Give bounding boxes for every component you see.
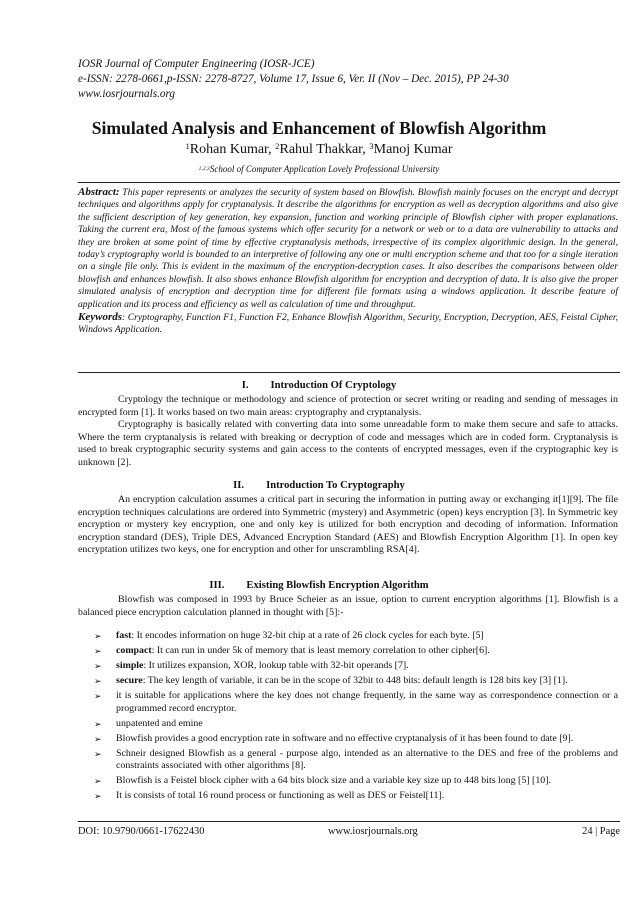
author-list: [0, 142, 638, 158]
affiliation-text: School of Computer Application Lovely Professional University: [209, 164, 440, 174]
journal-issn-volume: e-ISSN: 2278-0661,p-ISSN: 2278-8727, Volume 17, Issue 6, Ver. II (Nov – Dec. 2015), PP 24-30: [78, 73, 509, 85]
section-1-paragraph-1: Cryptology the technique or methodology and science of protection or secret writing or reading and sending of messages in encrypted form [1]. It works based on two main areas: cryptography and cryptanalysis.: [78, 394, 618, 418]
section-2-title: Introduction To Cryptography: [266, 480, 405, 491]
affiliation-superscript: 1,2,3: [198, 165, 210, 172]
list-item-text: : It encodes information on huge 32-bit chip at a rate of 26 clock cycles for each byte. [5]: [131, 630, 484, 641]
abstract-block: [78, 186, 618, 337]
author-2-name: Rahul Thakkar,: [279, 142, 370, 157]
list-item: [94, 718, 618, 731]
section-1-title: Introduction Of Cryptology: [270, 380, 397, 391]
footer-page-number: 24 | Page: [582, 826, 620, 837]
list-item: [94, 775, 618, 788]
blowfish-features-list: [94, 630, 618, 805]
footer-website: www.iosrjournals.org: [328, 826, 418, 837]
list-item-text: : It utilizes expansion, XOR, lookup table with 32-bit operands [7].: [143, 660, 409, 671]
paper-title: Simulated Analysis and Enhancement of Blowfish Algorithm: [91, 118, 547, 138]
list-item: [94, 690, 618, 715]
section-2-paragraph-1: An encryption calculation assumes a critical part in securing the information in putting away or exchanging it[1][9]. The file encryption techniques calculations are ordered into Symmetric (mystery) and Asymmetric (open) keys encryption [3]. In Symmetric key encryption or mystery key encryption, one and only key is utilized for both encryption and decoding of information. Information encryption standard (DES), Triple DES, Advanced Encryption Standard (AES) and Blowfish Encryption Algorithm [1]. In open key encryptation utilizes two keys, one for encryption and other for unscrambling RSA[4].: [78, 494, 618, 555]
list-item-term: compact: [116, 645, 152, 656]
section-3-title: Existing Blowfish Encryption Algorithm: [246, 580, 429, 591]
arrow-bullet-icon: ➢: [94, 748, 102, 759]
author-2-superscript: 2: [275, 141, 280, 152]
author-1-superscript: 1: [185, 141, 190, 152]
abstract-top-rule: [78, 182, 620, 183]
section-3-heading: [0, 580, 638, 591]
list-item-term: secure: [116, 675, 143, 686]
arrow-bullet-icon: ➢: [94, 646, 102, 656]
section-2-number: II.: [233, 480, 245, 491]
list-item-text: : The key length of variable, it can be in the scope of 32bit to 448 bits: default length is 128 bits key [3] [1].: [142, 675, 568, 686]
arrow-bullet-icon: ➢: [94, 718, 102, 729]
keywords-text: : Cryptography, Function F1, Function F2, Enhance Blowfish Algorithm, Security, Encryption, Decryption, AES, Feistal Cipher, Windows Application.: [78, 312, 618, 336]
list-item-term: simple: [116, 660, 144, 671]
footer-doi: DOI: 10.9790/0661-17622430: [78, 826, 205, 837]
list-item-text: Blowfish is a Feistel block cipher with a 64 bits block size and a variable key size up to 448 bits long [5] [10].: [116, 775, 551, 786]
section-1-paragraph-2: Cryptography is basically related with converting data into some unreadable form to make them secure and safe to attacks. Where the term cryptanalysis is related with breaking or decryption of code and messages which are in coded form. Cryptanalysis is used to break cryptographic security systems and gain access to the contents of encrypted messages, even if the cryptographic key is unknown [2].: [78, 419, 618, 468]
list-item-text: Schneir designed Blowfish as a general - purpose algo, intended as an alternative to the DES and free of the problems and constraints associated with other algorithms [8].: [116, 747, 618, 771]
arrow-bullet-icon: ➢: [94, 661, 102, 671]
journal-website: www.iosrjournals.org: [78, 88, 175, 100]
author-3-superscript: 3: [369, 141, 374, 152]
journal-header: [78, 57, 509, 102]
list-item: [94, 675, 618, 688]
list-item: [94, 660, 618, 673]
abstract-bottom-rule: [78, 372, 620, 373]
section-1-heading: [0, 380, 638, 391]
arrow-bullet-icon: ➢: [94, 733, 102, 744]
section-3-paragraph-1: Blowfish was composed in 1993 by Bruce Scheier as an issue, option to current encryption algorithms [1]. Blowfish is a balanced piece encryption calculation planned in thought with [5]:-: [78, 594, 618, 618]
arrow-bullet-icon: ➢: [94, 691, 102, 701]
list-item: [94, 733, 618, 746]
footer-rule: [78, 821, 620, 822]
arrow-bullet-icon: ➢: [94, 791, 102, 801]
list-item-term: fast: [116, 630, 132, 641]
list-item-text: It is consists of total 16 round process or functioning as well as DES or Feistel[11].: [116, 790, 445, 801]
section-3-number: III.: [209, 580, 225, 591]
arrow-bullet-icon: ➢: [94, 676, 102, 686]
list-item-text: unpatented and emine: [116, 717, 203, 729]
author-1-name: Rohan Kumar,: [189, 142, 276, 157]
list-item: [94, 790, 618, 803]
arrow-bullet-icon: ➢: [94, 631, 102, 641]
list-item: [94, 645, 618, 658]
list-item: [94, 748, 618, 773]
author-3-name: Manoj Kumar: [373, 142, 453, 157]
arrow-bullet-icon: ➢: [94, 776, 102, 786]
section-1-number: I.: [241, 380, 249, 391]
affiliation: [0, 164, 638, 174]
abstract-text: This paper represents or analyzes the security of system based on Blowfish. Blowfish mainly focuses on the encrypt and decrypt techniques and algorithms apply for cryptanalysis. It describe the algorithms for encryption as well as decryption algorithms and also give the sufficient description of key generation, key expansion, function and working principle of Blowfish cipher with proper explanations. Taking the current era, Most of the famous systems which offer security for a network or web or to a data are vulnerability to attacks and they are broken at some point of time by effective cryptanalysis methods, irrespective of its complex algorithmic design. In the general, today’s cryptography world is bounded to an interpretive of following any one or multi encryption scheme and that too for a single iteration on a single file only. This is evident in the maximum of the encryption-decryption cases. It also describes the comparisons between older blowfish and enhances blowfish. It also shows enhance Blowfish algorithm for encryption and decryption of data. It is also give the proper simulated analysis of encryption and decryption time for different file formats using a windows application. It describe feature of application and its process and efficiency as well as calculation of time and throughput.: [78, 187, 618, 310]
list-item-text: : It can run in under 5k of memory that is least memory correlation to other cipher[6].: [151, 645, 490, 656]
abstract-label: Abstract:: [78, 186, 120, 198]
section-2-heading: [0, 480, 638, 491]
list-item-text: Blowfish provides a good encryption rate in software and no effective cryptanalysis of it has been found to date [9].: [116, 732, 574, 744]
keywords-label: Keywords: [78, 311, 122, 324]
list-item: [94, 630, 618, 643]
journal-name: IOSR Journal of Computer Engineering (IOSR-JCE): [78, 58, 315, 70]
list-item-text: it is suitable for applications where the key does not change frequently, in the same way as correspondence connection or a programmed record encryptor.: [116, 690, 618, 714]
